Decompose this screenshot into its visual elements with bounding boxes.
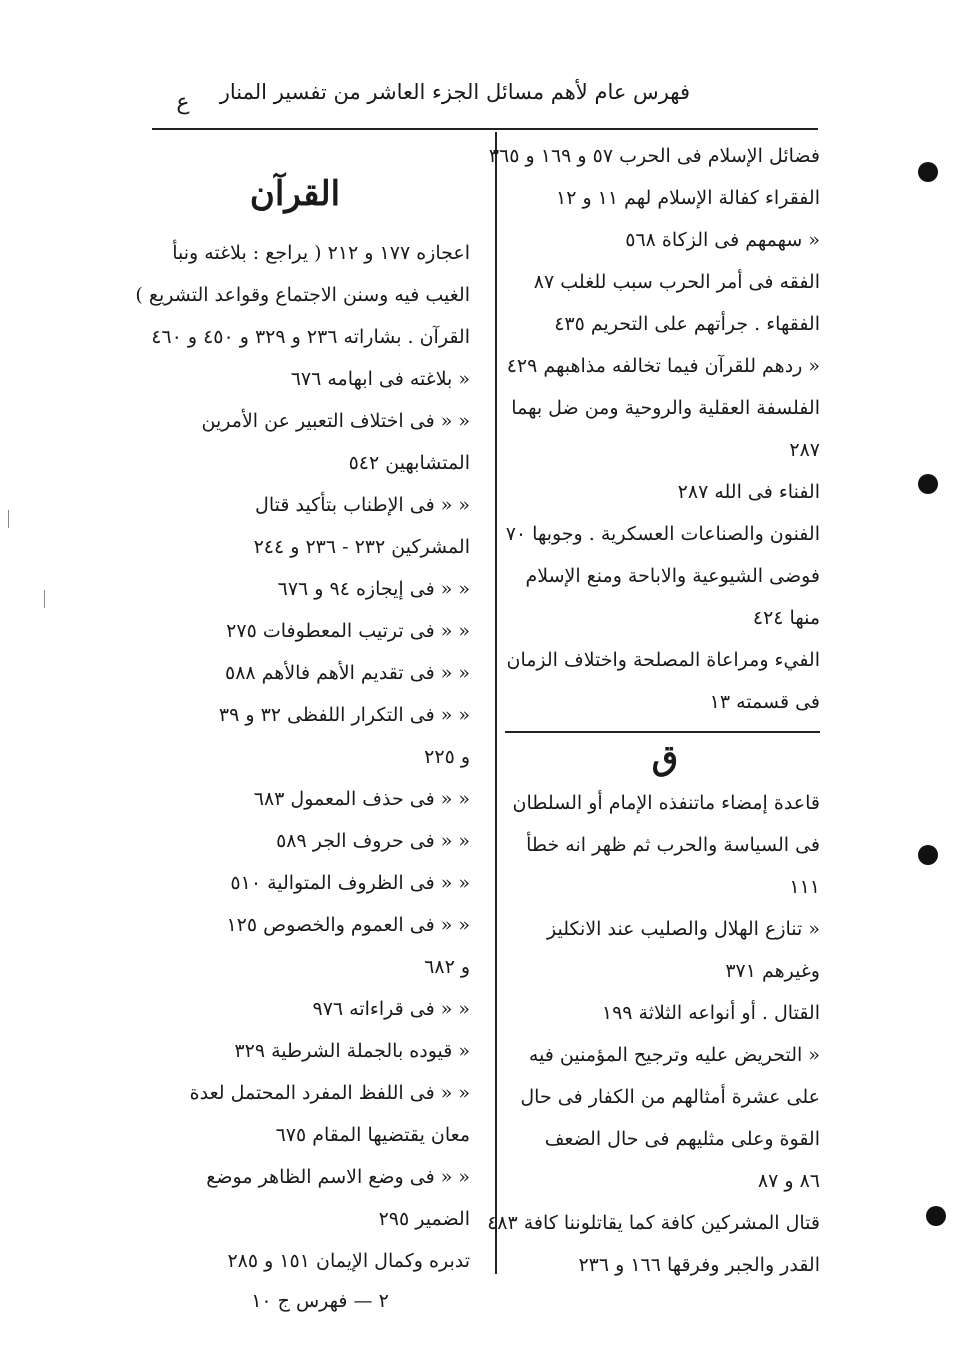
index-entry: الغيب فيه وسنن الاجتماع وقواعد التشريع ) (135, 284, 470, 306)
column-divider (495, 132, 497, 1274)
index-entry: قاعدة إمضاء ماتنفذه الإمام أو السلطان (512, 792, 820, 814)
index-entry: الفنون والصناعات العسكرية . وجوبها ٧٠ (505, 523, 820, 545)
right-column-section (487, 782, 820, 1286)
index-entry: « « فى الإطناب بتأكيد قتال (255, 494, 470, 516)
index-entry: « التحريض عليه وترجيح المؤمنين فيه (528, 1044, 820, 1066)
index-entry: قتال المشركين كافة كما يقاتلوننا كافة ٤٨٣ (487, 1212, 820, 1234)
index-entry: « « فى حروف الجر ٥٨٩ (276, 830, 470, 852)
index-entry: « « فى التكرار اللفظى ٣٢ و ٣٩ (218, 704, 470, 726)
index-entry: على عشرة أمثالهم من الكفار فى حال (520, 1086, 820, 1108)
index-entry: « ردهم للقرآن فيما تخالفه مذاهبهم ٤٢٩ (506, 355, 820, 377)
index-entry: القتال . أو أنواعه الثلاثة ١٩٩ (601, 1002, 820, 1024)
index-entry: المتشابهين ٥٤٢ (348, 452, 470, 474)
index-entry: ١١١ (789, 876, 820, 898)
index-entry: « « فى الظروف المتوالية ٥١٠ (230, 872, 470, 894)
index-entry: تدبره وكمال الإيمان ١٥١ و ٢٨٥ (227, 1250, 470, 1272)
index-entry: « « فى قراءاته ٩٧٦ (312, 998, 470, 1020)
binder-hole (918, 845, 938, 865)
index-entry: ٨٦ و ٨٧ (757, 1170, 820, 1192)
index-entry: « « فى اللفظ المفرد المحتمل لعدة (189, 1082, 470, 1104)
index-entry: و ٢٢٥ (424, 746, 470, 768)
index-entry: « « فى اختلاف التعبير عن الأمرين (201, 410, 470, 432)
index-entry: « « فى حذف المعمول ٦٨٣ (253, 788, 470, 810)
index-entry: « « فى إيجازه ٩٤ و ٦٧٦ (277, 578, 470, 600)
index-entry: « « فى ترتيب المعطوفات ٢٧٥ (226, 620, 470, 642)
page-title: فهرس عام لأهم مسائل الجزء العاشر من تفسير المنار (219, 80, 690, 104)
binder-hole (918, 474, 938, 494)
right-column (488, 135, 820, 723)
section-letter: ق (651, 738, 679, 778)
index-entry: القرآن . بشاراته ٢٣٦ و ٣٢٩ و ٤٥٠ و ٤٦٠ (151, 326, 470, 348)
index-entry: الفقراء كفالة الإسلام لهم ١١ و ١٢ (555, 187, 820, 209)
index-entry: الفيء ومراعاة المصلحة واختلاف الزمان (506, 649, 820, 671)
index-entry: فضائل الإسلام فى الحرب ٥٧ و ١٦٩ و ٣٦٥ (488, 145, 820, 167)
index-entry: الفقهاء . جرأتهم على التحريم ٤٣٥ (554, 313, 820, 335)
index-entry: « « فى وضع الاسم الظاهر موضع (206, 1166, 470, 1188)
index-entry: الفقه فى أمر الحرب سبب للغلب ٨٧ (533, 271, 820, 293)
binder-hole (926, 1206, 946, 1226)
index-entry: ٢٨٧ (789, 439, 820, 461)
index-entry: « تنازع الهلال والصليب عند الانكليز (547, 918, 820, 940)
index-entry: القدر والجبر وفرقها ١٦٦ و ٢٣٦ (578, 1254, 820, 1276)
margin-mark (8, 510, 9, 528)
binder-hole (918, 162, 938, 182)
index-entry: معان يقتضيها المقام ٦٧٥ (275, 1124, 470, 1146)
index-entry: « بلاغته فى ابهامه ٦٧٦ (290, 368, 470, 390)
index-entry: المشركين ٢٣٢ - ٢٣٦ و ٢٤٤ (253, 536, 470, 558)
index-entry: « « فى تقديم الأهم فالأهم ٥٨٨ (225, 662, 470, 684)
index-entry: « « فى العموم والخصوص ١٢٥ (226, 914, 470, 936)
index-entry: فوضى الشيوعية والاباحة ومنع الإسلام (525, 565, 820, 587)
page-footer: ٢ — فهرس ج ١٠ (251, 1290, 389, 1312)
left-column (135, 232, 470, 1282)
index-entry: « سهمهم فى الزكاة ٥٦٨ (625, 229, 820, 251)
column-heading: القرآن (249, 174, 341, 214)
index-entry: الفناء فى الله ٢٨٧ (677, 481, 820, 503)
index-entry: و ٦٨٢ (424, 956, 470, 978)
header-rule (152, 128, 818, 130)
index-entry: منها ٤٢٤ (752, 607, 820, 629)
index-entry: وغيرهم ٣٧١ (725, 960, 820, 982)
section-rule (505, 731, 820, 733)
index-entry: اعجازه ١٧٧ و ٢١٢ ( يراجع : بلاغته ونبأ (172, 242, 470, 264)
margin-mark (44, 590, 45, 608)
page-letter: ع (176, 90, 190, 115)
index-entry: القوة وعلى مثليهم فى حال الضعف (544, 1128, 820, 1150)
index-entry: الفلسفة العقلية والروحية ومن ضل بهما (511, 397, 820, 419)
index-entry: فى قسمته ١٣ (709, 691, 820, 713)
index-entry: فى السياسة والحرب ثم ظهر انه خطأ (526, 834, 820, 856)
index-entry: الضمير ٢٩٥ (378, 1208, 470, 1230)
index-entry: « قيوده بالجملة الشرطية ٣٢٩ (234, 1040, 470, 1062)
